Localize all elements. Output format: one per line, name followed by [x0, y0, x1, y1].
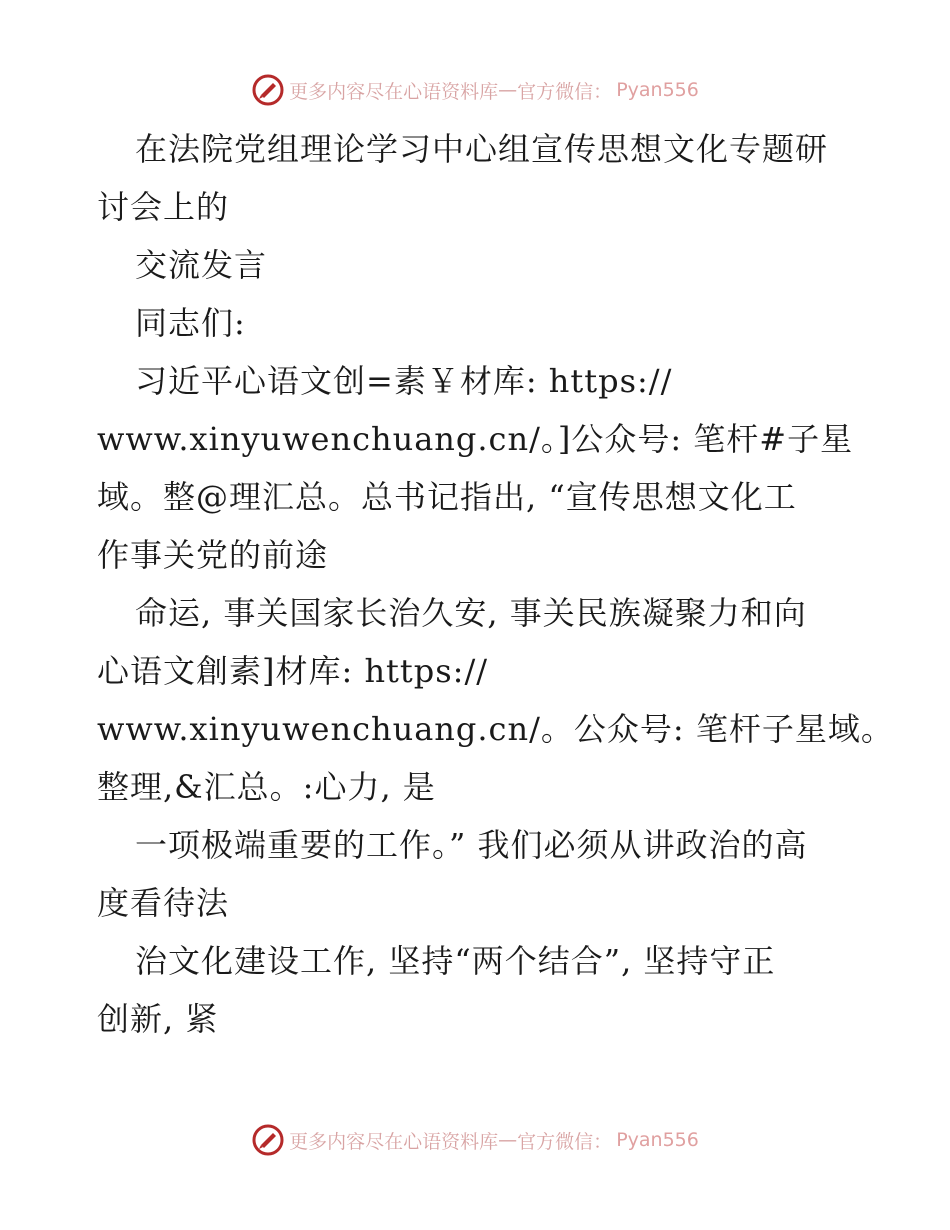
text-line: 命运, 事关国家长治久安, 事关民族凝聚力和向: [135, 594, 807, 632]
banner-separator: —: [498, 1129, 518, 1151]
text-line: 一项极端重要的工作。” 我们必须从讲政治的高: [135, 826, 808, 864]
text-line: 讨会上的: [97, 188, 230, 226]
text-line: 整理,&汇总。:心力, 是: [97, 768, 436, 806]
banner-wechat-label: 官方微信：: [517, 1130, 613, 1153]
text-line: 域。整@理汇总。总书记指出, “宣传思想文化工: [97, 478, 797, 516]
text-line: 心语文創素]材库: https://: [97, 652, 489, 690]
text-line: 治文化建设工作, 坚持“两个结合”, 坚持守正: [135, 942, 776, 980]
text-line: 作事关党的前途: [97, 536, 329, 574]
footer-watermark-banner: [0, 1120, 950, 1160]
text-line: 习近平心语文创=素￥材库: https://: [135, 362, 673, 400]
brand-logo-icon: [251, 1123, 285, 1157]
document-body: [97, 120, 894, 1048]
banner-wechat-id: Pyan556: [616, 1129, 699, 1151]
text-line: 同志们:: [135, 304, 246, 342]
text-line: 度看待法: [97, 884, 230, 922]
text-line: 在法院党组理论学习中心组宣传思想文化专题研: [135, 130, 829, 168]
brand-logo-icon: [251, 73, 285, 107]
text-line: 创新, 紧: [97, 1000, 219, 1038]
header-watermark-banner: [0, 70, 950, 110]
text-line: 交流发言: [135, 246, 268, 284]
text-line: www.xinyuwenchuang.cn/。公众号: 笔杆子星域。: [97, 710, 894, 748]
banner-wechat-id: Pyan556: [616, 79, 699, 101]
text-line: www.xinyuwenchuang.cn/。]公众号: 笔杆#子星: [97, 420, 854, 458]
banner-text: 更多内容尽在心语资料库: [289, 1130, 499, 1153]
banner-text: 更多内容尽在心语资料库: [289, 80, 499, 103]
banner-wechat-label: 官方微信：: [517, 80, 613, 103]
banner-separator: —: [498, 79, 518, 101]
